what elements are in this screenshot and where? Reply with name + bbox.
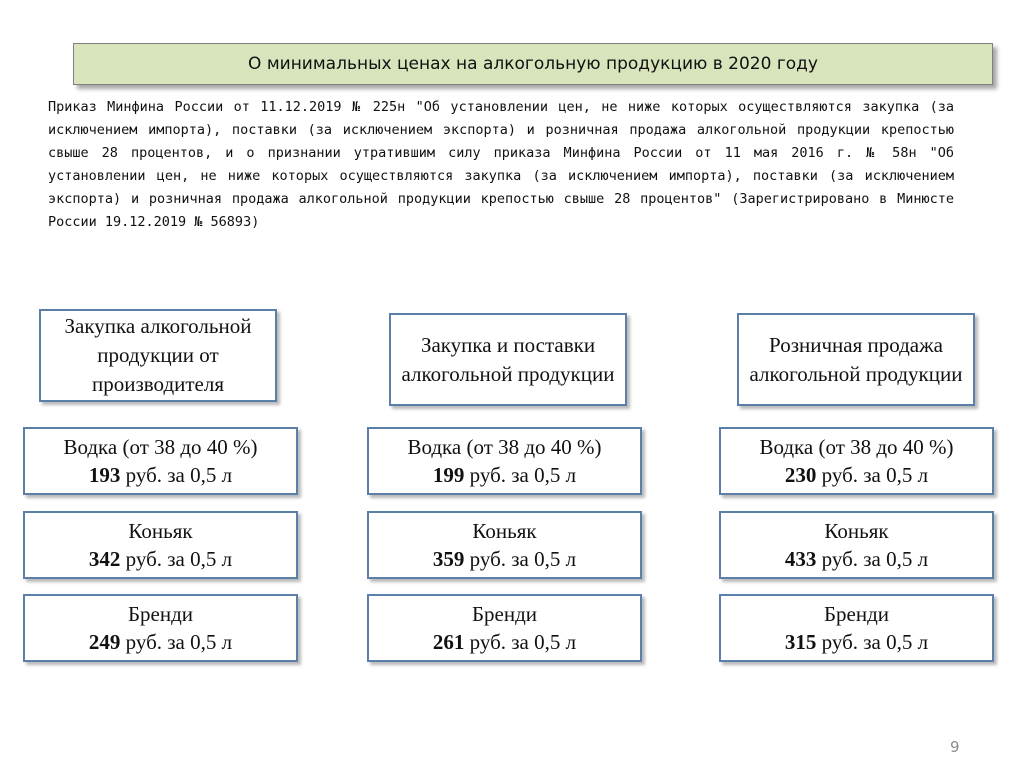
price-card — [23, 594, 298, 662]
price-line — [89, 461, 232, 489]
price-card — [719, 594, 994, 662]
product-name: Водка (от 38 до 40 %) — [407, 435, 602, 459]
price-value: 230 — [784, 463, 817, 487]
product-name: Коньяк — [128, 519, 193, 543]
price-line — [433, 461, 576, 489]
price-line — [785, 628, 928, 656]
column-header-purchase-from-producer: Закупка алкогольной продукции от производителя — [39, 309, 277, 402]
column-header-purchase-and-supply: Закупка и поставки алкогольной продукции — [389, 313, 627, 406]
product-name: Коньяк — [824, 519, 889, 543]
price-value: 433 — [784, 547, 817, 571]
price-unit: руб. за 0,5 л — [816, 463, 929, 487]
price-value: 199 — [432, 463, 465, 487]
price-unit: руб. за 0,5 л — [464, 463, 577, 487]
price-line — [89, 628, 232, 656]
price-card — [23, 427, 298, 495]
order-description: Приказ Минфина России от 11.12.2019 № 225н "Об установлении цен, не ниже которых осуществляются закупка (за исключением импорта), поставки (за исключением экспорта) и розничная продажа алкогольной продукции крепостью свыше 28 процентов, и о признании утратившим силу приказа Минфина России от 11 мая 2016 г. № 58н "Об установлении цен, не ниже которых осуществляются закупка (за исключением импорта), поставки (за исключением экспорта) и розничная продажа алкогольной продукции крепостью свыше 28 процентов" (Зарегистрировано в Минюсте России 19.12.2019 № 56893) — [48, 99, 954, 230]
price-card — [23, 511, 298, 579]
price-line — [785, 461, 928, 489]
product-name: Коньяк — [472, 519, 537, 543]
product-name: Бренди — [471, 602, 538, 626]
product-name: Бренди — [127, 602, 194, 626]
price-card — [367, 427, 642, 495]
price-value: 249 — [88, 630, 121, 654]
price-card — [367, 594, 642, 662]
price-value: 315 — [784, 630, 817, 654]
price-line — [89, 545, 232, 573]
price-unit: руб. за 0,5 л — [464, 547, 577, 571]
price-unit: руб. за 0,5 л — [120, 463, 233, 487]
product-name: Водка (от 38 до 40 %) — [63, 435, 258, 459]
price-line — [433, 628, 576, 656]
price-unit: руб. за 0,5 л — [816, 547, 929, 571]
product-name: Водка (от 38 до 40 %) — [759, 435, 954, 459]
product-name: Бренди — [823, 602, 890, 626]
price-value: 342 — [88, 547, 121, 571]
price-card — [367, 511, 642, 579]
price-unit: руб. за 0,5 л — [120, 630, 233, 654]
price-value: 359 — [432, 547, 465, 571]
price-card — [719, 511, 994, 579]
price-line — [433, 545, 576, 573]
price-value: 261 — [432, 630, 465, 654]
page-number: 9 — [950, 738, 960, 756]
price-line — [785, 545, 928, 573]
price-unit: руб. за 0,5 л — [120, 547, 233, 571]
column-header-retail-sale: Розничная продажа алкогольной продукции — [737, 313, 975, 406]
slide-title: О минимальных ценах на алкогольную продукцию в 2020 году — [73, 43, 993, 85]
price-unit: руб. за 0,5 л — [464, 630, 577, 654]
price-value: 193 — [88, 463, 121, 487]
price-card — [719, 427, 994, 495]
price-unit: руб. за 0,5 л — [816, 630, 929, 654]
